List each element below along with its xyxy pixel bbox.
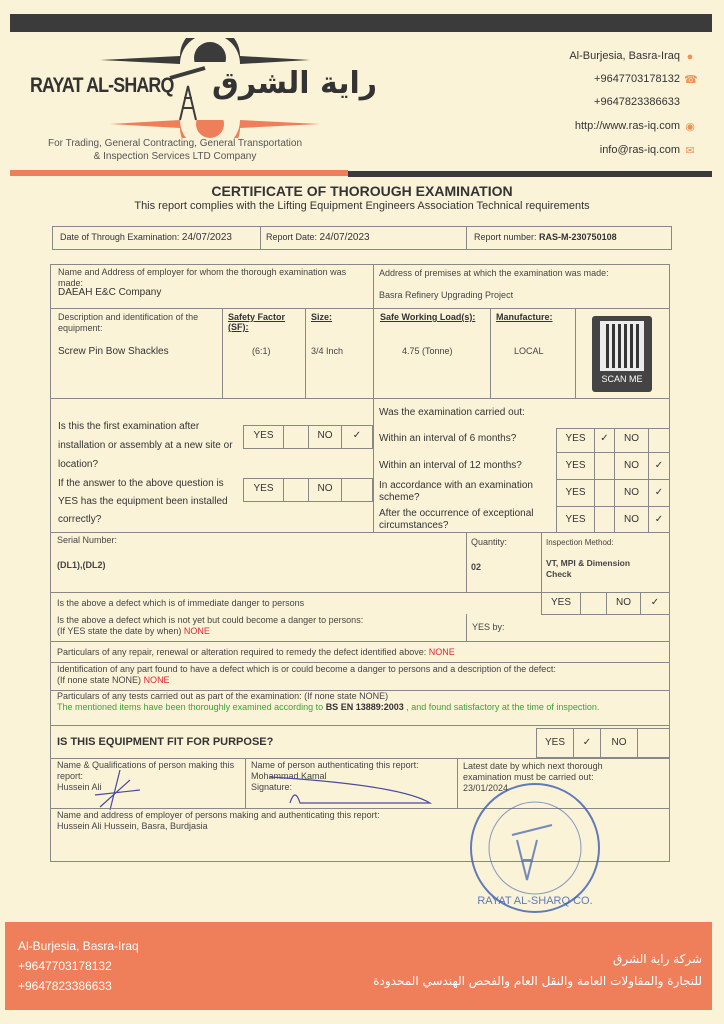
swl-label: Safe Working Load(s): [380,312,476,322]
description-value: Screw Pin Bow Shackles [58,346,169,357]
employer-of-persons: Name and address of employer of persons making and authenticating this report: Hussein Ali Hussein, Basra, Burdjasia [57,810,457,832]
question-exceptional: After the occurrence of exceptional circumstances? [379,508,534,531]
repair-question: Particulars of any repair, renewal or alteration required to remedy the defect identified above: NONE [57,647,455,657]
report-authenticator: Name of person authenticating this report: Mohammad Kamal Signature: [251,760,451,793]
tagline-line-2: & Inspection Services LTD Company [93,151,257,162]
tagline-line-1: For Trading, General Contracting, General Transportation [47,138,303,149]
company-stamp-icon [467,780,603,916]
tagline [30,137,320,163]
divider-dark [348,171,712,177]
question-scheme: In accordance with an examination scheme? [379,480,533,503]
scheme-no-label: NO [614,479,649,507]
contact-website[interactable]: http://www.ras-iq.com [574,120,680,132]
inspection-method-value: VT, MPI & Dimension Check [546,558,631,579]
safety-factor-label: Safety Factor (SF): [228,312,286,332]
serial-value: (DL1),(DL2) [57,560,106,570]
certificate-title: CERTIFICATE OF THOROUGH EXAMINATION [211,183,513,199]
fit-no-label: NO [600,728,638,758]
question-6-months: Within an interval of 6 months? [379,433,517,444]
question-12-months: Within an interval of 12 months? [379,460,522,471]
brand-name-arabic: راية الشرق [212,66,378,101]
scheme-no-checkbox[interactable]: ✓ [648,479,670,507]
report-date: Report Date: 24/07/2023 [266,232,370,243]
danger-no-checkbox[interactable]: ✓ [640,592,670,615]
brand-name: RAYAT AL-SHARQ [30,74,174,97]
i12-no-checkbox[interactable]: ✓ [648,452,670,480]
quantity-label: Quantity: [471,537,508,547]
premises-value: Basra Refinery Upgrading Project [379,290,514,300]
description-label: Description and identification of the equipment: [58,312,199,333]
repair-answer: NONE [428,647,455,657]
danger-no-label: NO [606,592,641,615]
q1-yes-checkbox[interactable] [283,425,309,449]
yes-by-label: YES by: [472,622,505,632]
serial-label: Serial Number: [57,535,118,545]
employer-of-persons-value: Hussein Ali Hussein, Basra, Burdjasia [57,821,208,831]
q1-no-checkbox[interactable]: ✓ [341,425,373,449]
globe-icon: ◉ [685,121,695,133]
tests-particulars: Particulars of any tests carried out as part of the examination: (If none state NONE) The mentioned items have been thoroughly examined according to BS EN 13889:2003 , and found satisfactory at the time of inspection. [57,691,600,712]
test-standard: BS EN 13889:2003 [325,702,404,712]
qr-label: SCAN ME [601,374,643,384]
swl-value: 4.75 (Tonne) [402,346,453,356]
authenticator-name: Mohammad Kamal [251,771,327,781]
danger-yes-checkbox[interactable] [580,592,607,615]
fit-no-checkbox[interactable] [637,728,670,758]
danger-yes-label: YES [541,592,581,615]
exceptional-yes-checkbox[interactable] [594,506,615,533]
employer-label: Name and Address of employer for whom the thorough examination was made: [58,267,347,288]
potential-danger-question: Is the above a defect which is not yet but could become a danger to persons: (If YES state the date by when) NONE [57,615,364,636]
exceptional-no-checkbox[interactable]: ✓ [648,506,670,533]
report-maker: Name & Qualifications of person making this report: Hussein Ali [57,760,237,793]
potential-danger-answer: NONE [183,626,210,636]
exceptional-no-label: NO [614,506,649,533]
location-pin-icon: ● [686,51,694,63]
mail-icon: ✉ [685,145,695,157]
i6-no-label: NO [614,428,649,453]
fit-for-purpose-question: IS THIS EQUIPMENT FIT FOR PURPOSE? [57,736,274,748]
safety-factor-value: (6:1) [252,346,271,356]
footer-arabic-name: شركة راية الشرق [613,952,702,966]
i12-no-label: NO [614,452,649,480]
phone-icon: ☎ [684,74,698,86]
divider-accent [10,170,348,176]
inspection-method-label: Inspection Method: [546,538,614,547]
q2-no-label: NO [308,478,342,502]
scheme-yes-checkbox[interactable] [594,479,615,507]
q1-no-label: NO [308,425,342,449]
next-examination-date: 23/01/2024 [463,783,509,793]
q2-yes-checkbox[interactable] [283,478,309,502]
report-maker-name: Hussein Ali [57,782,102,792]
carried-out-label: Was the examination carried out: [379,407,525,418]
i6-yes-checkbox[interactable]: ✓ [594,428,615,453]
exam-date: Date of Through Examination: 24/07/2023 [60,232,232,243]
immediate-danger-question: Is the above a defect which is of immediate danger to persons [57,598,305,608]
question-first-exam: Is this the first examination after installation or assembly at a new site or location? [58,421,233,470]
i12-yes-label: YES [556,452,595,480]
employer-value: DAEAH E&C Company [58,287,162,298]
next-examination: Latest date by which next thorough examination must be carried out: 23/01/2024 [463,761,633,794]
i6-yes-label: YES [556,428,595,453]
scheme-yes-label: YES [556,479,595,507]
q1-yes-label: YES [243,425,284,449]
manufacture-value: LOCAL [514,346,544,356]
svg-text:RAYAT AL-SHARQ CO.: RAYAT AL-SHARQ CO. [477,895,593,907]
contact-phone-1: +9647703178132 [594,73,680,85]
footer-arabic [373,948,702,992]
contact-address: Al-Burjesia, Basra-Iraq [569,50,680,62]
q2-yes-label: YES [243,478,284,502]
fit-yes-label: YES [536,728,574,758]
footer-phone-1: +9647703178132 [18,959,112,973]
footer-arabic-description: للتجارة والمقاولات العامة والنقل العام والفحص الهندسي المحدودة [373,974,702,988]
header-top-bar [10,14,712,32]
signature-label: Signature: [251,782,293,792]
premises-label: Address of premises at which the examination was made: [379,268,609,278]
identification-answer: NONE [143,675,170,685]
q2-no-checkbox[interactable] [341,478,373,502]
manufacture-label: Manufacture: [496,312,553,322]
i12-yes-checkbox[interactable] [594,452,615,480]
footer-address: Al-Burjesia, Basra-Iraq [18,939,139,953]
exceptional-yes-label: YES [556,506,595,533]
contact-email[interactable]: info@ras-iq.com [599,144,680,156]
contact-phone-2: +9647823386633 [594,96,680,108]
i6-no-checkbox[interactable] [648,428,670,453]
quantity-value: 02 [471,562,482,572]
footer-phone-2: +9647823386633 [18,979,112,993]
footer-contacts [18,936,139,996]
defect-identification: Identification of any part found to have a defect which is or could become a danger to persons and a description of the defect: (If none state NONE) NONE [57,664,556,685]
question-installed-correctly: If the answer to the above question is YES has the equipment been installed correctly? [58,478,228,525]
certificate-subtitle: This report complies with the Lifting Equipment Engineers Association Technical requirements [134,200,590,212]
report-number: Report number: RAS-M-230750108 [474,232,617,242]
size-value: 3/4 Inch [311,346,344,356]
size-label: Size: [311,312,333,322]
fit-yes-checkbox[interactable]: ✓ [573,728,601,758]
qr-code-icon [600,321,644,371]
qr-code[interactable] [592,316,652,392]
